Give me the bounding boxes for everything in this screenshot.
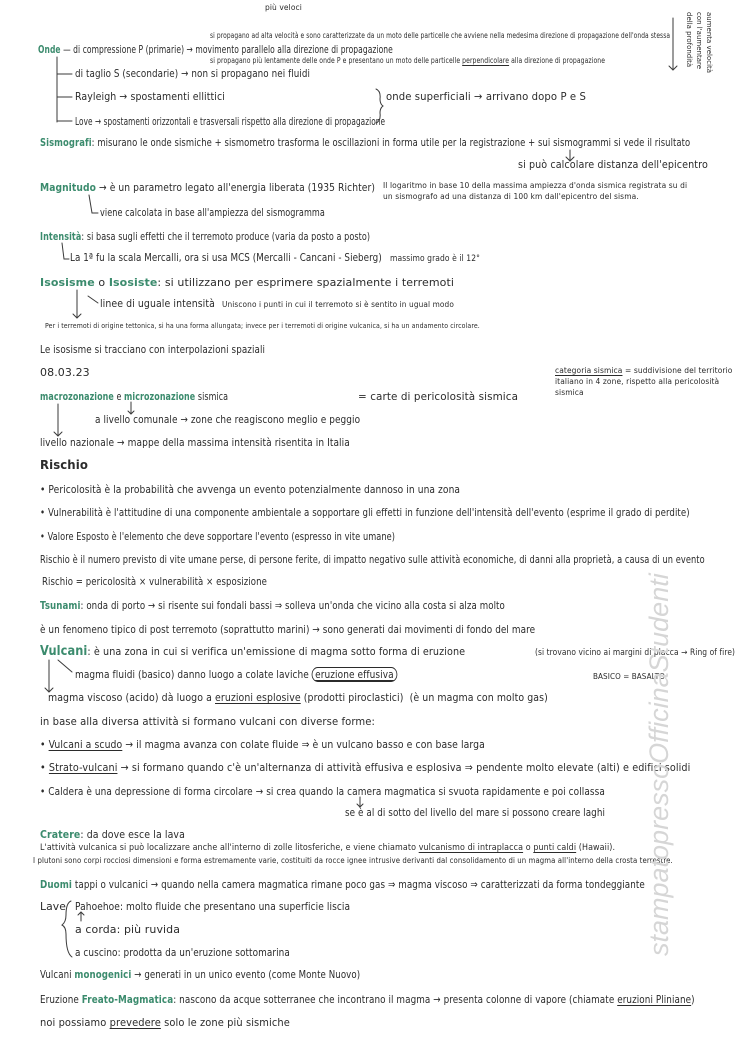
eruzioni-esplosive-term: eruzioni esplosive (215, 691, 301, 704)
isosisme-label: Isosisme (40, 276, 95, 289)
vulcani-scudo-term: Vulcani a scudo (48, 738, 123, 751)
prevedere-line (40, 1016, 290, 1030)
sismografi-text: : misurano le onde sismiche + sismometro trasforma le oscillazioni in forma utile per la registrazione + sui sismogrammi si vede il risultato (91, 136, 691, 149)
forma-isosisme-note: Per i terremoti di origine tettonica, si ha una forma allungata; invece per i terremoti di origine vulcanica, si ha un andamento circolare. (45, 322, 480, 330)
pericolosita-line: • Pericolosità è la probabilità che avvenga un evento potenzialmente dannoso in una zona (40, 483, 461, 496)
categoria-sismica-note-line: italiano in 4 zone, rispetto alla pericolosità (555, 377, 720, 386)
onde-s-line: di taglio S (secondarie) → non si propagano nei fluidi (75, 67, 311, 80)
magnitudo-note-line: Il logaritmo in base 10 della massima ampiezza d'onda sismica registrata su di (383, 181, 688, 190)
vulcani-label: Vulcani (40, 644, 88, 659)
freato-magmatica-label: Freato-Magmatica (81, 993, 174, 1006)
margin-note-line: aumenta velocità (705, 12, 713, 74)
magma-fluidi-text: magma fluidi (basico) danno luogo a colate laviche (75, 668, 312, 681)
monogenici-label: monogenici (74, 968, 132, 981)
onde-s-note-perpendicolare: perpendicolare (462, 56, 510, 65)
sismografi-line (40, 136, 690, 150)
cratere-text: : da dove esce la lava (80, 828, 185, 841)
scala-mercalli-line: La 1ª fu la scala Mercalli, ora si usa MCS (Mercalli - Cancani - Sieberg) (70, 251, 382, 264)
monogenici-prefix: Vulcani (40, 968, 75, 981)
tsunami-text: : onda di porto → si risente sui fondali bassi ⇒ solleva un'onda che vicino alla costa si alza molto (80, 599, 505, 612)
magnitudo-connector (89, 195, 98, 213)
interpolazioni-line: Le isosisme si tracciano con interpolazioni spaziali (40, 343, 266, 356)
margin-note-velocita (684, 12, 714, 84)
isosisme-arrow (73, 290, 98, 318)
sismografi-label: Sismografi (40, 136, 92, 149)
intraplacca-text: L'attività vulcanica si può localizzare anche all'interno di zolle litosferiche, e viene chiamato (40, 843, 419, 853)
margini-placca-note: (si trovano vicino ai margini di placca → Ring of fire) (535, 648, 736, 658)
isosisme-conjunction: o (94, 276, 109, 289)
zonazione-conjunction: e (113, 390, 125, 403)
date-label: 08.03.23 (40, 366, 90, 379)
piu-veloci-note: più veloci (265, 3, 302, 12)
freato-magmatica-line (40, 993, 695, 1007)
categoria-sismica-term: categoria sismica (555, 366, 623, 375)
monogenici-text: → generati in un unico evento (come Monte Nuovo) (131, 968, 361, 981)
magma-viscoso-tail: (prodotti piroclastici) (è un magma con molto gas) (300, 691, 548, 704)
vulcani-scudo-line (40, 738, 485, 752)
prevedere-text: solo le zone più sismiche (160, 1016, 290, 1029)
valore-esposto-line: • Valore Esposto è l'elemento che deve sopportare l'evento (espresso in vite umane) (40, 530, 396, 543)
intraplacca-conjunction: o (523, 843, 534, 853)
intraplacca-note (40, 843, 615, 854)
punti-caldi-term: punti caldi (533, 843, 577, 853)
onde-s-note-a: si propagano più lentamente delle onde P e presentano un moto delle particelle (210, 56, 463, 65)
vulcani-scudo-text: → il magma avanza con colate fluide ⇒ è un vulcano basso e con base larga (122, 738, 485, 751)
eruzioni-pliniane-term: eruzioni Pliniane (617, 993, 692, 1006)
magma-fluidi-line (75, 668, 397, 682)
epicentro-line: si può calcolare distanza dell'epicentro (518, 158, 708, 171)
categoria-sismica-note-line: sismica (555, 388, 584, 397)
onde-label: Onde (38, 43, 61, 56)
rischio-definizione-line: Rischio è il numero previsto di vite umane perse, di persone ferite, di impatto negativo sulle attività economiche, di danni alla proprietà, a causa di un evento (40, 553, 705, 566)
categoria-sismica-text: = suddivisione del territorio (622, 366, 733, 375)
isosiste-label: Isosiste (108, 276, 158, 289)
duomi-line (40, 878, 645, 892)
onde-superficiali-line: onde superficiali → arrivano dopo P e S (386, 90, 586, 103)
magnitudo-label: Magnitudo (40, 181, 96, 194)
vulcanismo-intraplacca-term: vulcanismo di intraplacca (418, 843, 524, 853)
tsunami-fenomeno-line: è un fenomeno tipico di post terremoto (soprattutto marini) → sono generati dai movimenti di fondo del mare (40, 623, 536, 636)
magnitudo-text: → è un parametro legato all'energia liberata (1935 Richter) (95, 181, 375, 194)
onde-p-line (38, 43, 393, 57)
onde-s-note-b: alla direzione di propagazione (509, 56, 606, 65)
vulcani-text: : è una zona in cui si verifica un'emissione di magma sotto forma di eruzione (87, 645, 466, 658)
freato-text: : nascono da acque sotterranee che incontrano il magma → presenta colonne di vapore (chiamate (173, 993, 618, 1006)
lava-cuscino-line: a cuscino: prodotta da un'eruzione sottomarina (75, 946, 290, 959)
tsunami-line (40, 599, 505, 613)
lava-corda-line: a corda: più ruvida (75, 923, 181, 936)
linee-intensita-note: Uniscono i punti in cui il terremoto si è sentito in ugual modo (222, 300, 454, 309)
bullet: • (40, 738, 49, 751)
forme-vulcani-line: in base alla diversa attività si formano vulcani con diverse forme: (40, 715, 375, 728)
macrozonazione-label: macrozonazione (40, 390, 114, 403)
onde-p-note: si propagano ad alta velocità e sono caratterizzate da un moto delle particelle che avviene nella medesima direzione di propagazione dell'onda stessa (210, 31, 671, 40)
zonazione-line (40, 390, 228, 404)
margin-note-line: della profondità (685, 12, 693, 68)
grado-massimo-note: massimo grado è il 12° (390, 254, 481, 264)
intraplacca-tail: (Hawaii). (576, 843, 616, 853)
pahoehoe-line: Pahoehoe: molto fluide che presentano una superficie liscia (75, 900, 351, 913)
laghi-line: se è al di sotto del livello del mare si possono creare laghi (345, 806, 606, 819)
eruzione-effusiva-term: eruzione effusiva (312, 667, 397, 682)
intensita-connector (62, 243, 69, 259)
love-line: Love → spostamenti orizzontali e trasversali rispetto alla direzione di propagazione (75, 115, 386, 128)
duomi-text: tappi o vulcanici → quando nella camera magmatica rimane poco gas ⇒ magma viscoso ⇒ caratterizzati da forma tondeggiante (72, 878, 645, 891)
basico-basalto-note: BASICO = BASALTO (593, 672, 665, 681)
lave-label: Lave (40, 900, 66, 913)
magma-viscoso-line (48, 691, 548, 705)
intensita-text: : si basa sugli effetti che il terremoto produce (varia da posto a posto) (81, 230, 371, 243)
prevedere-term: prevedere (109, 1016, 161, 1029)
cratere-line (40, 828, 185, 842)
magnitudo-note-line: un sismografo ad una distanza di 100 km dall'epicentro del sisma. (383, 192, 639, 201)
rayleigh-line: Rayleigh → spostamenti ellittici (75, 90, 225, 103)
margin-note-line: con l'aumentare (695, 12, 703, 70)
magnitudo-line (40, 181, 375, 195)
zonazione-text: sismica (195, 390, 229, 403)
magnitudo-calcolata-line: viene calcolata in base all'ampiezza del sismogramma (100, 206, 325, 219)
onde-branch-line (57, 57, 72, 122)
linee-intensita-line: linee di uguale intensità (100, 297, 215, 310)
duomi-label: Duomi (40, 878, 73, 891)
carte-pericolosita-line: = carte di pericolosità sismica (358, 390, 519, 403)
margin-bracket (669, 18, 677, 70)
isosisme-line (40, 276, 454, 290)
rischio-formula-line: Rischio = pericolosità × vulnerabilità × esposizione (42, 575, 267, 588)
vulcani-line (40, 645, 465, 659)
caldera-line: • Caldera è una depressione di forma circolare → si crea quando la camera magmatica si svuota rapidamente e poi collassa (40, 785, 605, 798)
isosisme-text: : si utilizzano per esprimere spazialmente i terremoti (157, 276, 455, 289)
freato-tail: ) (691, 993, 695, 1006)
strato-vulcani-line (40, 761, 690, 775)
microzonazione-label: microzonazione (124, 390, 196, 403)
onde-p-text: — di compressione P (primarie) → movimento parallelo alla direzione di propagazione (60, 43, 393, 56)
rischio-title: Rischio (40, 458, 88, 472)
livello-comunale-line: a livello comunale → zone che reagiscono meglio e peggio (95, 413, 361, 426)
print-shop-watermark: stampatopressoOfficinaStudenti (644, 573, 674, 956)
zonazione-arrow-left (54, 404, 62, 436)
categoria-sismica-note (555, 366, 732, 376)
livello-nazionale-line: livello nazionale → mappe della massima intensità risentita in Italia (40, 436, 350, 449)
bullet: • (40, 761, 49, 774)
tsunami-label: Tsunami (40, 599, 81, 612)
magma-viscoso-text: magma viscoso (acido) dà luogo a (48, 691, 216, 704)
intensita-label: Intensità (40, 230, 82, 243)
strato-vulcani-text: → si formano quando c'è un'alternanza di attività effusiva e esplosiva ⇒ pendente molto elevate (alti) e edifici solidi (117, 761, 691, 774)
plutoni-note: I plutoni sono corpi rocciosi dimensioni e forma estremamente varie, costituiti da rocce ignee intrusive derivanti dal consolidamento di un magma all'interno della crosta terrestre. (33, 856, 673, 865)
vulcani-arrows (45, 660, 72, 692)
onde-s-note (210, 56, 605, 66)
prevedere-prefix: noi possiamo (40, 1016, 110, 1029)
vulnerabilita-line: • Vulnerabilità è l'attitudine di una componente ambientale a sopportare gli effetti in funzione dell'intensità dell'evento (esprime il grado di perdite) (40, 506, 690, 519)
freato-prefix: Eruzione (40, 993, 82, 1006)
monogenici-line (40, 968, 360, 982)
intensita-line (40, 230, 370, 244)
strato-vulcani-term: Strato-vulcani (48, 761, 118, 774)
cratere-label: Cratere (40, 828, 81, 841)
